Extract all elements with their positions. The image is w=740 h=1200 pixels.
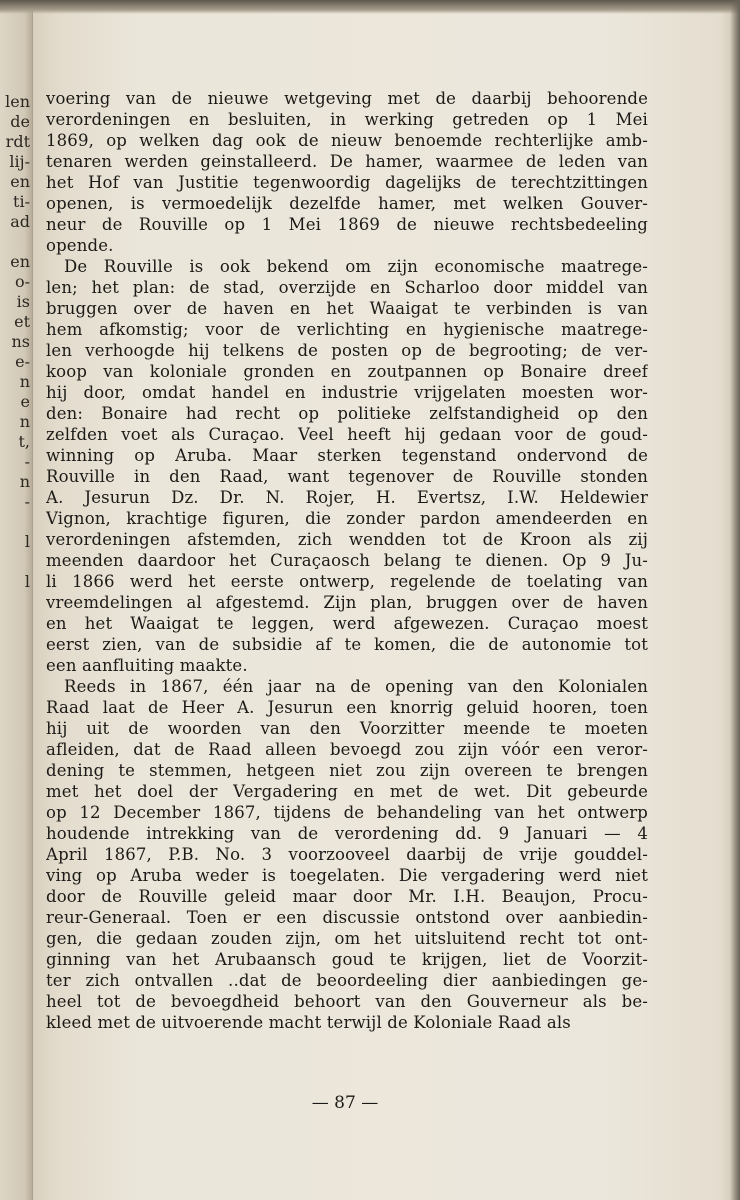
text-line: reur-Generaal. Toen er een discussie ontstond over aanbiedin- (46, 908, 648, 927)
facing-page-fragment: ns (11, 332, 30, 351)
facing-page-fragment: ad (10, 212, 30, 231)
facing-page-fragment: en (10, 252, 30, 271)
facing-page-fragment (0, 512, 30, 532)
facing-page-fragment: e (20, 392, 30, 411)
facing-page-fragment: l (24, 532, 30, 551)
text-line: gen, die gedaan zouden zijn, om het uitsluitend recht tot ont- (46, 929, 648, 948)
text-line: dening te stemmen, hetgeen niet zou zijn overeen te brengen (46, 761, 648, 780)
facing-page-fragment: is (16, 292, 30, 311)
text-line: en het Waaigat te leggen, werd afgewezen. Curaçao moest (46, 614, 648, 633)
facing-page-fragment (0, 612, 30, 632)
text-line: Vignon, krachtige figuren, die zonder pardon amendeerden en (46, 509, 648, 528)
text-line: winning op Aruba. Maar sterken tegenstand ondervond de (46, 446, 648, 465)
text-line: Raad laat de Heer A. Jesurun een knorrig geluid hooren, toen (46, 698, 648, 717)
facing-page-fragment: n (19, 372, 30, 391)
text-line: neur de Rouville op 1 Mei 1869 de nieuwe rechtsbedeeling (46, 215, 648, 234)
paragraph-p3 (46, 676, 648, 1033)
text-line: len verhoogde hij telkens de posten op de begrooting; de ver- (46, 341, 648, 360)
text-line: li 1866 werd het eerste ontwerp, regelende de toelating van (46, 572, 648, 591)
body-text (46, 88, 648, 1033)
text-line: het Hof van Justitie tegenwoordig dagelijks de terechtzittingen (46, 173, 648, 192)
text-line: heel tot de bevoegdheid behoort van den Gouverneur als be- (46, 992, 648, 1011)
text-line: meenden daardoor het Curaçaosch belang te dienen. Op 9 Ju- (46, 551, 648, 570)
facing-page-fragment: len (5, 92, 30, 111)
facing-page-fragment: l (24, 572, 30, 591)
text-line: kleed met de uitvoerende macht terwijl de Koloniale Raad als (46, 1013, 571, 1032)
text-line: op 12 December 1867, tijdens de behandeling van het ontwerp (46, 803, 648, 822)
text-line: ginning van het Arubaansch goud te krijgen, liet de Voorzit- (46, 950, 648, 969)
page-right-shadow (730, 0, 740, 1200)
facing-page-fragment: de (10, 112, 30, 131)
facing-page-fragment: n (19, 472, 30, 491)
facing-page-fragment: ti- (13, 192, 30, 211)
facing-page-fragment: - (24, 452, 30, 471)
text-line: houdende intrekking van de verordening dd. 9 Januari — 4 (46, 824, 648, 843)
text-line: hij uit de woorden van den Voorzitter meende te moeten (46, 719, 648, 738)
text-line: hem afkomstig; voor de verlichting en hygienische maatrege- (46, 320, 648, 339)
text-line: len; het plan: de stad, overzijde en Scharloo door middel van (46, 278, 648, 297)
facing-page-fragment: - (24, 492, 30, 511)
facing-page-text-fragments (0, 92, 30, 632)
facing-page-fragment: rdt (5, 132, 30, 151)
text-line: tenaren werden geinstalleerd. De hamer, waarmee de leden van (46, 152, 648, 171)
text-line: Rouville in den Raad, want tegenover de Rouville stonden (46, 467, 648, 486)
text-line: 1869, op welken dag ook de nieuw benoemde rechterlijke amb- (46, 131, 648, 150)
text-line: eerst zien, van de subsidie af te komen, die de autonomie tot (46, 635, 648, 654)
text-line: een aanfluiting maakte. (46, 656, 248, 675)
facing-page-fragment: en (10, 172, 30, 191)
text-line: voering van de nieuwe wetgeving met de daarbij behoorende (46, 89, 648, 108)
text-line: A. Jesurun Dz. Dr. N. Rojer, H. Evertsz, I.W. Heldewier (46, 488, 648, 507)
page-number: — 87 — (311, 1093, 379, 1113)
facing-page-fragment (0, 552, 30, 572)
facing-page-fragment: e- (15, 352, 30, 371)
text-line: hij door, omdat handel en industrie vrijgelaten moesten wor- (46, 383, 648, 402)
text-line: vreemdelingen al afgestemd. Zijn plan, bruggen over de haven (46, 593, 648, 612)
paragraph-p1 (46, 88, 648, 256)
text-line: April 1867, P.B. No. 3 voorzooveel daarbij de vrije gouddel- (46, 845, 648, 864)
text-line: afleiden, dat de Raad alleen bevoegd zou zijn vóór een veror- (46, 740, 648, 759)
facing-page-fragment: lij- (9, 152, 30, 171)
text-line: den: Bonaire had recht op politieke zelfstandigheid op den (46, 404, 648, 423)
text-line: zelfden voet als Curaçao. Veel heeft hij gedaan voor de goud- (46, 425, 648, 444)
facing-page-fragment: o- (14, 272, 30, 291)
text-line: koop van koloniale gronden en zoutpannen op Bonaire dreef (46, 362, 648, 381)
facing-page-fragment: t, (18, 432, 30, 451)
facing-page-edge (0, 0, 33, 1200)
page-top-shadow (0, 0, 740, 14)
facing-page-fragment (0, 232, 30, 252)
text-line: ving op Aruba weder is toegelaten. Die vergadering werd niet (46, 866, 648, 885)
text-line: door de Rouville geleid maar door Mr. I.H. Beaujon, Procu- (46, 887, 648, 906)
paragraph-p2 (46, 256, 648, 676)
text-line: bruggen over de haven en het Waaigat te verbinden is van (46, 299, 648, 318)
text-line: met het doel der Vergadering en met de wet. Dit gebeurde (46, 782, 648, 801)
text-line: verordeningen afstemden, zich wendden tot de Kroon als zij (46, 530, 648, 549)
facing-page-fragment (0, 592, 30, 612)
facing-page-fragment: n (19, 412, 30, 431)
text-line: verordeningen en besluiten, in werking getreden op 1 Mei (46, 110, 648, 129)
text-line: opende. (46, 236, 114, 255)
facing-page-fragment: et (14, 312, 30, 331)
text-line: Reeds in 1867, één jaar na de opening van den Kolonialen (64, 677, 648, 696)
text-line: De Rouville is ook bekend om zijn economische maatrege- (64, 257, 648, 276)
text-line: ter zich ontvallen ..dat de beoordeeling dier aanbiedingen ge- (46, 971, 648, 990)
text-line: openen, is vermoedelijk dezelfde hamer, met welken Gouver- (46, 194, 648, 213)
